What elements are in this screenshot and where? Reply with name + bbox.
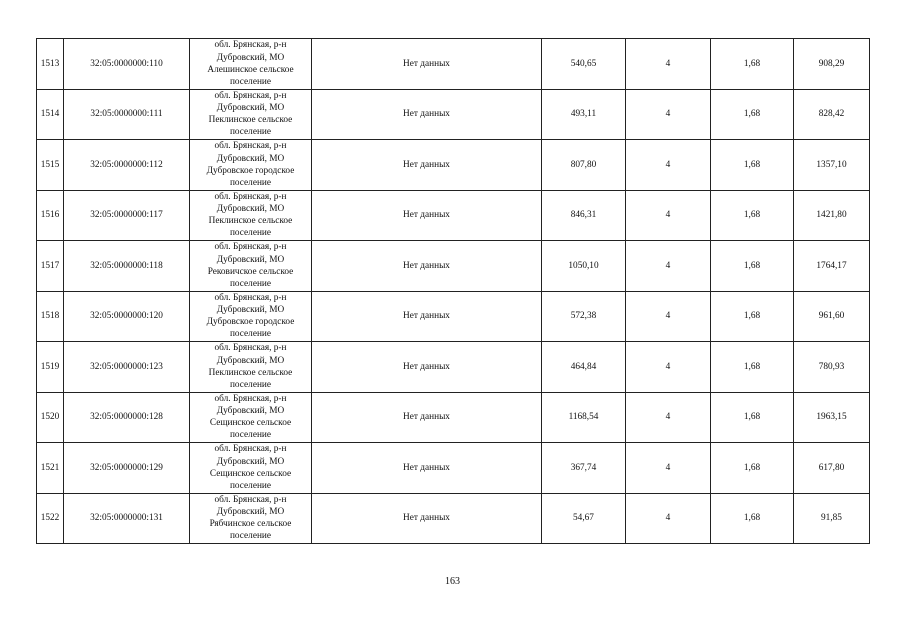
cell-rate: 1,68	[711, 493, 794, 544]
address-line: Дубровский, МО	[216, 254, 285, 265]
address-line: поселение	[229, 278, 272, 289]
table-row	[37, 89, 870, 140]
cell-area: 54,67	[542, 493, 626, 544]
cell-total: 617,80	[794, 443, 870, 494]
cell-address	[190, 241, 312, 292]
address-line: Алешинское сельское	[207, 64, 294, 75]
address-line: Пеклинское сельское	[208, 216, 293, 227]
cell-total: 961,60	[794, 291, 870, 342]
cell-total: 780,93	[794, 342, 870, 393]
address-line: поселение	[229, 177, 272, 188]
cell-row-number: 1522	[37, 493, 64, 544]
address-line: обл. Брянская, р-н	[214, 393, 287, 404]
land-plots-table	[36, 38, 870, 544]
cell-rate: 1,68	[711, 241, 794, 292]
cell-address	[190, 443, 312, 494]
table-row	[37, 190, 870, 241]
address-line: Сещинское сельское	[209, 418, 292, 429]
cell-total: 908,29	[794, 39, 870, 90]
cell-address	[190, 291, 312, 342]
address-line: Дубровский, МО	[216, 52, 285, 63]
cell-address	[190, 493, 312, 544]
cell-status: Нет данных	[312, 39, 542, 90]
cell-row-number: 1515	[37, 140, 64, 191]
cell-address	[190, 342, 312, 393]
address-line: обл. Брянская, р-н	[214, 494, 287, 505]
address-line: Дубровский, МО	[216, 406, 285, 417]
cell-status: Нет данных	[312, 190, 542, 241]
table-row	[37, 39, 870, 90]
cell-cadastral-number: 32:05:0000000:131	[64, 493, 190, 544]
table-row	[37, 140, 870, 191]
address-line: Пеклинское сельское	[208, 115, 293, 126]
cell-area: 540,65	[542, 39, 626, 90]
table-body	[37, 39, 870, 544]
address-line: поселение	[229, 531, 272, 542]
address-line: Дубровское городское	[206, 165, 295, 176]
address-line: поселение	[229, 76, 272, 87]
cell-cadastral-number: 32:05:0000000:112	[64, 140, 190, 191]
cell-row-number: 1517	[37, 241, 64, 292]
cell-row-number: 1520	[37, 392, 64, 443]
table-row	[37, 493, 870, 544]
cell-status: Нет данных	[312, 493, 542, 544]
cell-class: 4	[626, 190, 711, 241]
cell-total: 1421,80	[794, 190, 870, 241]
cell-area: 572,38	[542, 291, 626, 342]
cell-cadastral-number: 32:05:0000000:117	[64, 190, 190, 241]
address-line: обл. Брянская, р-н	[214, 90, 287, 101]
cell-status: Нет данных	[312, 291, 542, 342]
cell-class: 4	[626, 89, 711, 140]
cell-rate: 1,68	[711, 291, 794, 342]
cell-class: 4	[626, 342, 711, 393]
cell-rate: 1,68	[711, 190, 794, 241]
cell-class: 4	[626, 291, 711, 342]
address-line: Дубровский, МО	[216, 153, 285, 164]
address-line: обл. Брянская, р-н	[214, 242, 287, 253]
address-line: поселение	[229, 329, 272, 340]
table-row	[37, 443, 870, 494]
cell-area: 807,80	[542, 140, 626, 191]
address-line: обл. Брянская, р-н	[214, 444, 287, 455]
table-row	[37, 342, 870, 393]
cell-area: 1050,10	[542, 241, 626, 292]
cell-total: 1357,10	[794, 140, 870, 191]
table-row	[37, 291, 870, 342]
cell-cadastral-number: 32:05:0000000:123	[64, 342, 190, 393]
cell-address	[190, 89, 312, 140]
cell-rate: 1,68	[711, 342, 794, 393]
address-line: Пеклинское сельское	[208, 367, 293, 378]
address-line: поселение	[229, 430, 272, 441]
cell-total: 1764,17	[794, 241, 870, 292]
cell-class: 4	[626, 140, 711, 191]
cell-area: 1168,54	[542, 392, 626, 443]
cell-address	[190, 140, 312, 191]
cell-class: 4	[626, 392, 711, 443]
cell-cadastral-number: 32:05:0000000:128	[64, 392, 190, 443]
table-row	[37, 241, 870, 292]
cell-status: Нет данных	[312, 392, 542, 443]
cell-rate: 1,68	[711, 89, 794, 140]
address-line: Дубровское городское	[206, 317, 295, 328]
table-row	[37, 392, 870, 443]
cell-rate: 1,68	[711, 392, 794, 443]
cell-rate: 1,68	[711, 443, 794, 494]
cell-rate: 1,68	[711, 140, 794, 191]
cell-class: 4	[626, 443, 711, 494]
cell-address	[190, 190, 312, 241]
address-line: поселение	[229, 379, 272, 390]
document-sheet	[36, 38, 869, 544]
cell-cadastral-number: 32:05:0000000:118	[64, 241, 190, 292]
address-line: Дубровский, МО	[216, 204, 285, 215]
cell-area: 846,31	[542, 190, 626, 241]
cell-address	[190, 392, 312, 443]
cell-row-number: 1514	[37, 89, 64, 140]
cell-status: Нет данных	[312, 140, 542, 191]
address-line: Рековичское сельское	[207, 266, 294, 277]
cell-status: Нет данных	[312, 89, 542, 140]
address-line: обл. Брянская, р-н	[214, 343, 287, 354]
cell-total: 91,85	[794, 493, 870, 544]
address-line: поселение	[229, 480, 272, 491]
cell-class: 4	[626, 39, 711, 90]
cell-status: Нет данных	[312, 241, 542, 292]
address-line: Дубровский, МО	[216, 103, 285, 114]
address-line: Рябчинское сельское	[209, 519, 292, 530]
cell-area: 493,11	[542, 89, 626, 140]
cell-total: 1963,15	[794, 392, 870, 443]
address-line: Дубровский, МО	[216, 507, 285, 518]
address-line: Сещинское сельское	[209, 468, 292, 479]
address-line: обл. Брянская, р-н	[214, 40, 287, 51]
address-line: обл. Брянская, р-н	[214, 292, 287, 303]
cell-cadastral-number: 32:05:0000000:120	[64, 291, 190, 342]
cell-area: 367,74	[542, 443, 626, 494]
cell-cadastral-number: 32:05:0000000:111	[64, 89, 190, 140]
address-line: обл. Брянская, р-н	[214, 141, 287, 152]
cell-total: 828,42	[794, 89, 870, 140]
cell-area: 464,84	[542, 342, 626, 393]
cell-row-number: 1519	[37, 342, 64, 393]
address-line: поселение	[229, 228, 272, 239]
cell-row-number: 1513	[37, 39, 64, 90]
cell-row-number: 1516	[37, 190, 64, 241]
cell-status: Нет данных	[312, 342, 542, 393]
address-line: обл. Брянская, р-н	[214, 191, 287, 202]
cell-class: 4	[626, 241, 711, 292]
cell-address	[190, 39, 312, 90]
cell-status: Нет данных	[312, 443, 542, 494]
cell-cadastral-number: 32:05:0000000:110	[64, 39, 190, 90]
cell-cadastral-number: 32:05:0000000:129	[64, 443, 190, 494]
address-line: Дубровский, МО	[216, 305, 285, 316]
address-line: Дубровский, МО	[216, 355, 285, 366]
address-line: Дубровский, МО	[216, 456, 285, 467]
cell-class: 4	[626, 493, 711, 544]
cell-rate: 1,68	[711, 39, 794, 90]
cell-row-number: 1521	[37, 443, 64, 494]
cell-row-number: 1518	[37, 291, 64, 342]
page-number: 163	[445, 576, 460, 587]
address-line: поселение	[229, 127, 272, 138]
